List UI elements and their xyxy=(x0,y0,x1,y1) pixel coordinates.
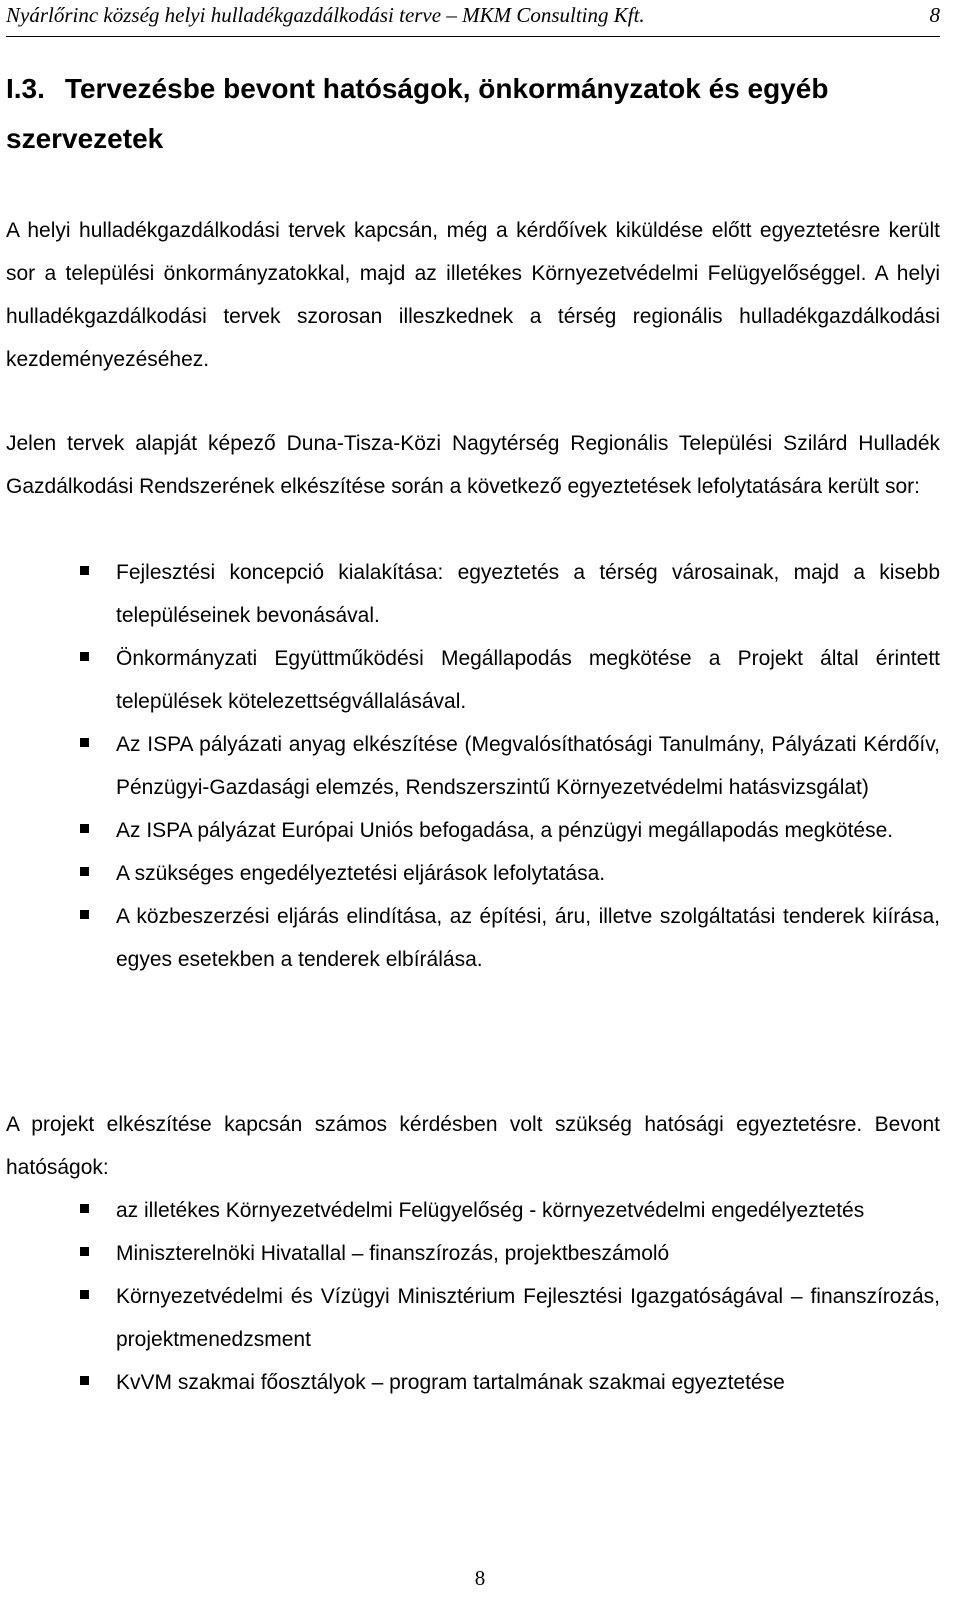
square-bullet-icon xyxy=(80,1247,89,1256)
square-bullet-icon xyxy=(80,910,89,919)
square-bullet-icon xyxy=(80,824,89,833)
list-item: A szükséges engedélyeztetési eljárások lefolytatása. xyxy=(6,852,940,895)
square-bullet-icon xyxy=(80,867,89,876)
list-item: Környezetvédelmi és Vízügyi Minisztérium Fejlesztési Igazgatóságával – finanszírozás, projektmenedzsment xyxy=(6,1275,940,1361)
list-item: Az ISPA pályázat Európai Uniós befogadása, a pénzügyi megállapodás megkötése. xyxy=(6,809,940,852)
authorities-paragraph: A projekt elkészítése kapcsán számos kérdésben volt szükség hatósági egyeztetésre. Bevont hatóságok: xyxy=(6,1113,940,1179)
running-title: Nyárlőrinc község helyi hulladékgazdálkodási terve – MKM Consulting Kft. xyxy=(6,3,645,27)
list-item: KvVM szakmai főosztályok – program tartalmának szakmai egyeztetése xyxy=(6,1361,940,1404)
list-item: az illetékes Környezetvédelmi Felügyelőség - környezetvédelmi engedélyeztetés xyxy=(6,1189,940,1232)
square-bullet-icon xyxy=(80,1376,89,1385)
section-number: I.3. xyxy=(6,73,45,104)
square-bullet-icon xyxy=(80,566,89,575)
context-paragraph: Jelen tervek alapját képező Duna-Tisza-Közi Nagytérség Regionális Települési Szilárd Hulladék Gazdálkodási Rendszerének elkészítése során a következő egyeztetések lefolytatására került sor: xyxy=(6,432,940,498)
list-item: Fejlesztési koncepció kialakítása: egyeztetés a térség városainak, majd a kisebb településeinek bevonásával. xyxy=(6,551,940,637)
square-bullet-icon xyxy=(80,1204,89,1213)
footer-page-number: 8 xyxy=(474,1566,486,1590)
square-bullet-icon xyxy=(80,1290,89,1299)
page-header xyxy=(6,0,940,37)
square-bullet-icon xyxy=(80,738,89,747)
authorities-list xyxy=(6,1189,940,1404)
section-title: Tervezésbe bevont hatóságok, önkormányzatok és egyéb szervezetek xyxy=(6,73,829,154)
list-item: Az ISPA pályázati anyag elkészítése (Megvalósíthatósági Tanulmány, Pályázati Kérdőív, Pénzügyi-Gazdasági elemzés, Rendszerszintű Környezetvédelmi hatásvizsgálat) xyxy=(6,723,940,809)
square-bullet-icon xyxy=(80,652,89,661)
list-item: A közbeszerzési eljárás elindítása, az építési, áru, illetve szolgáltatási tenderek kiírása, egyes esetekben a tenderek elbírálása. xyxy=(6,895,940,981)
section-heading xyxy=(6,64,940,164)
header-page-number: 8 xyxy=(929,3,940,27)
intro-paragraph: A helyi hulladékgazdálkodási tervek kapcsán, még a kérdőívek kiküldése előtt egyeztetésre került sor a települési önkormányzatokkal, majd az illetékes Környezetvédelmi Felügyelőséggel. A helyi hulladékgazdálkodási tervek szorosan illeszkednek a térség regionális hulladékgazdálkodási kezdeményezéséhez. xyxy=(6,219,940,371)
coordination-list xyxy=(6,551,940,981)
list-item: Önkormányzati Együttműködési Megállapodás megkötése a Projekt által érintett települések kötelezettségvállalásával. xyxy=(6,637,940,723)
list-item: Miniszterelnöki Hivatallal – finanszírozás, projektbeszámoló xyxy=(6,1232,940,1275)
